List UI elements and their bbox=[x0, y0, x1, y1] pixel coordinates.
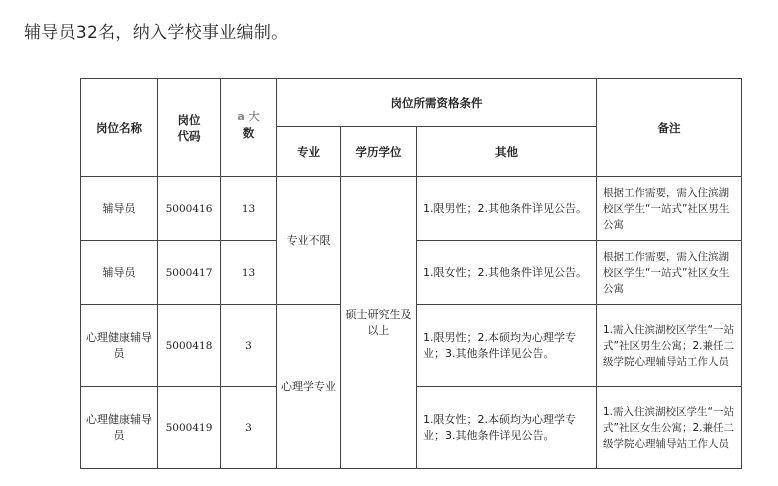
cell-position-name: 心理健康辅导员 bbox=[81, 387, 158, 469]
cell-major-unrestricted: 专业不限 bbox=[277, 177, 341, 305]
cell-remarks: 1.需入住滨湖校区学生“一站式”社区女生公寓；2.兼任二级学院心理辅导站工作人员 bbox=[597, 387, 742, 469]
cell-count: 3 bbox=[221, 387, 277, 469]
header-position-name: 岗位名称 bbox=[81, 79, 158, 177]
cell-other: 1.限男性；2.本硕均为心理学专业；3.其他条件详见公告。 bbox=[417, 305, 597, 387]
cell-position-name: 辅导员 bbox=[81, 177, 158, 241]
header-position-code bbox=[158, 79, 221, 177]
cell-position-code: 5000418 bbox=[158, 305, 221, 387]
intro-text: 辅导员32名，纳入学校事业编制。 bbox=[24, 23, 289, 43]
header-degree: 学历学位 bbox=[341, 127, 417, 177]
header-count bbox=[221, 79, 277, 177]
cell-remarks: 1.需入住滨湖校区学生“一站式”社区男生公寓；2.兼任二级学院心理辅导站工作人员 bbox=[597, 305, 742, 387]
cell-other: 1.限女性；2.其他条件详见公告。 bbox=[417, 241, 597, 305]
cell-major-psychology: 心理学专业 bbox=[277, 305, 341, 469]
header-position-code-line2: 代码 bbox=[177, 128, 201, 143]
header-requirements: 岗位所需资格条件 bbox=[277, 79, 597, 127]
recruitment-table bbox=[80, 78, 742, 469]
cell-count: 13 bbox=[221, 241, 277, 305]
table-row bbox=[81, 177, 742, 241]
cell-position-code: 5000416 bbox=[158, 177, 221, 241]
header-position-code-line1: 岗位 bbox=[177, 112, 201, 127]
cell-position-name: 心理健康辅导员 bbox=[81, 305, 158, 387]
header-count-line2: 数 bbox=[242, 125, 255, 140]
cell-count: 3 bbox=[221, 305, 277, 387]
cell-position-code: 5000419 bbox=[158, 387, 221, 469]
cell-remarks: 根据工作需要，需入住滨湖校区学生“一站式”社区男生公寓 bbox=[597, 177, 742, 241]
header-remarks: 备注 bbox=[597, 79, 742, 177]
cell-degree: 硕士研究生及以上 bbox=[341, 177, 417, 469]
cell-position-name: 辅导员 bbox=[81, 241, 158, 305]
cell-other: 1.限女性；2.本硕均为心理学专业；3.其他条件详见公告。 bbox=[417, 387, 597, 469]
header-count-line1: a 大 bbox=[237, 109, 260, 123]
cell-other: 1.限男性；2.其他条件详见公告。 bbox=[417, 177, 597, 241]
cell-count: 13 bbox=[221, 177, 277, 241]
cell-remarks: 根据工作需要，需入住滨湖校区学生“一站式”社区女生公寓 bbox=[597, 241, 742, 305]
cell-position-code: 5000417 bbox=[158, 241, 221, 305]
header-other: 其他 bbox=[417, 127, 597, 177]
header-major: 专业 bbox=[277, 127, 341, 177]
